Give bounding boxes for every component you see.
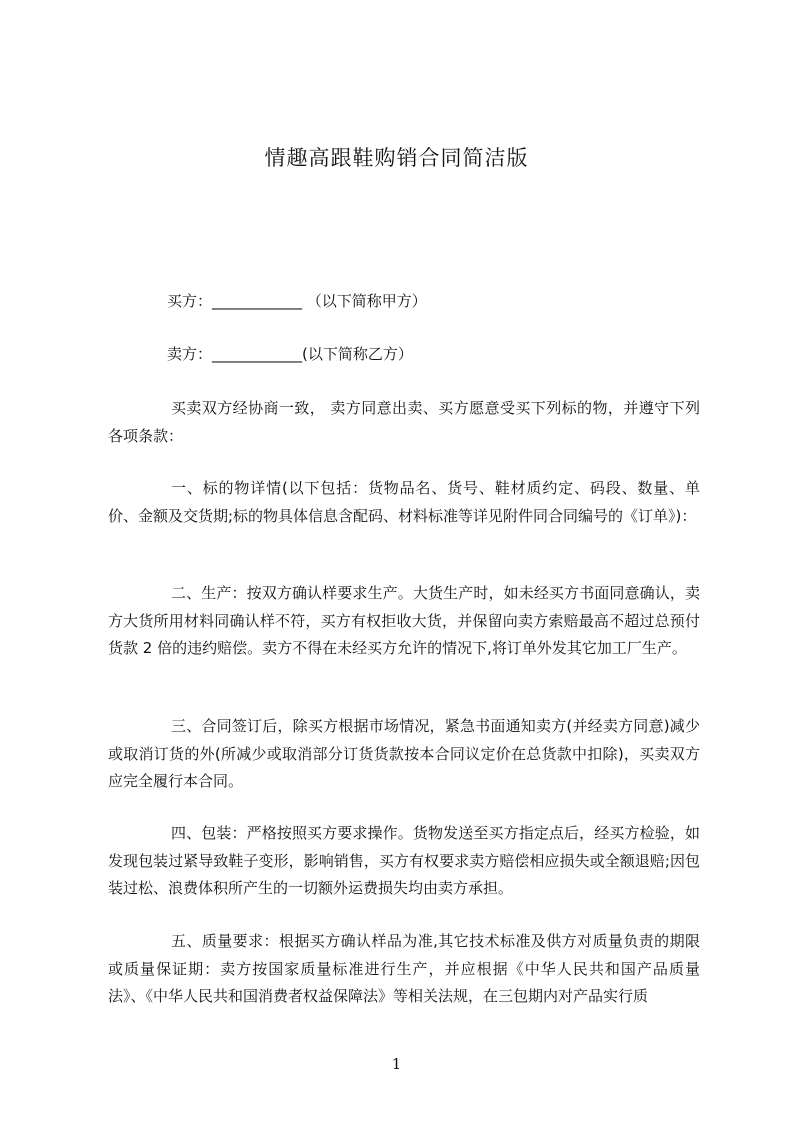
document-title: 情趣高跟鞋购销合同简洁版 xyxy=(264,146,529,170)
clause-3-text: 三、合同签订后，除买方根据市场情况，紧急书面通知卖方(并经卖方同意)减少或取消订货的外(所减少或取消部分订货货款按本合同议定价在总货款中扣除)，买卖双方应完全履行本合同。 xyxy=(108,717,700,790)
clause-5-text: 五、质量要求：根据买方确认样品为准,其它技术标准及供方对质量负责的期限或质量保证期：卖方按国家质量标准进行生产，并应根据《中华人民共和国产品质量法》、《中华人民共和国消费者权益保障法》等相关法规，在三包期内对产品实行质 xyxy=(108,932,700,1005)
clause-4 xyxy=(108,820,700,903)
clause-3 xyxy=(108,713,700,796)
clause-1 xyxy=(108,475,700,530)
seller-line: 卖方：____________(以下简称乙方） xyxy=(167,345,413,363)
buyer-line: 买方：____________ （以下简称甲方） xyxy=(167,292,427,310)
clause-2-text: 二、生产：按双方确认样要求生产。大货生产时，如未经买方书面同意确认，卖方大货所用材料同确认样不符，买方有权拒收大货，并保留向卖方索赔最高不超过总预付货款 2 倍的违约赔偿。卖方不得在未经买方允许的情况下,将订单外发其它加工厂生产。 xyxy=(108,584,700,657)
clause-1-text: 一、标的物详情(以下包括：货物品名、货号、鞋材质约定、码段、数量、单价、金额及交货期;标的物具体信息含配码、材料标准等详见附件同合同编号的《订单》)： xyxy=(108,479,700,525)
page-number: 1 xyxy=(391,1055,402,1073)
intro-paragraph xyxy=(108,395,700,450)
intro-text: 买卖双方经协商一致， 卖方同意出卖、买方愿意受买下列标的物，并遵守下列各项条款： xyxy=(108,399,700,445)
clause-2 xyxy=(108,580,700,663)
clause-4-text: 四、包装：严格按照买方要求操作。货物发送至买方指定点后，经买方检验，如发现包装过紧导致鞋子变形，影响销售，买方有权要求卖方赔偿相应损失或全额退赔;因包装过松、浪费体积所产生的一切额外运费损失均由卖方承担。 xyxy=(108,824,700,897)
clause-5 xyxy=(108,928,700,1011)
